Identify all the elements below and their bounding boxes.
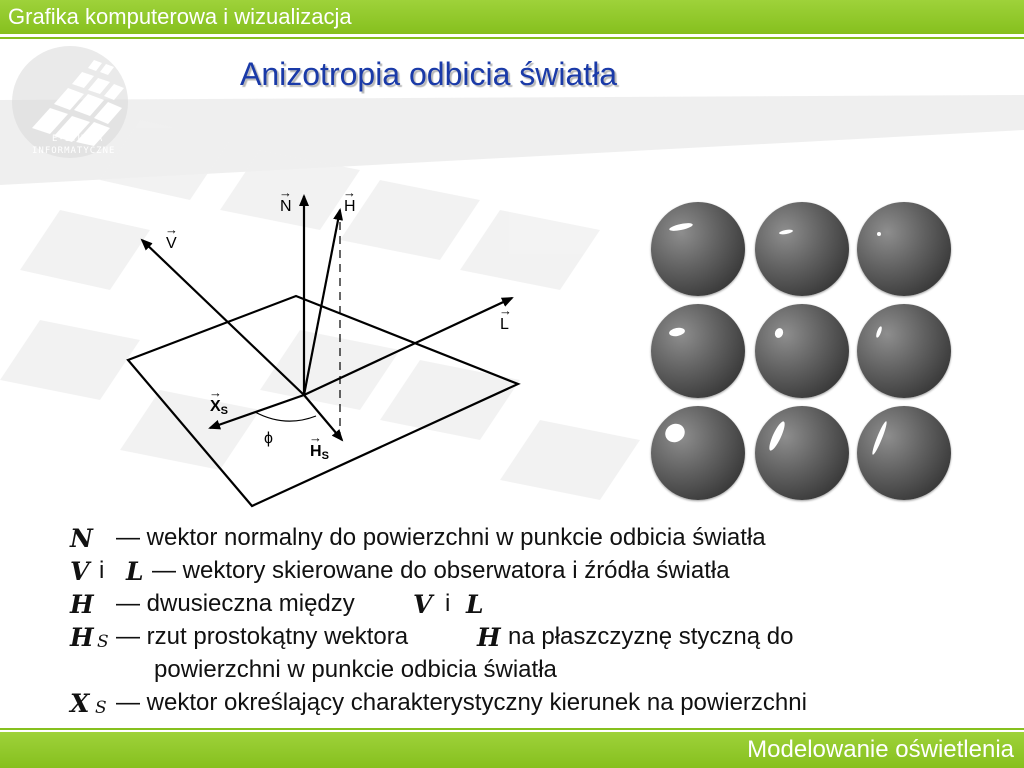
sphere-r3c2: [755, 406, 849, 500]
logo-text-line2: INFORMATYCZNE: [32, 146, 116, 156]
def-xs-subscript: S: [95, 698, 107, 718]
def-hs-text1: — rzut prostokątny wektora: [116, 623, 409, 650]
sphere-r1c1: [651, 202, 745, 296]
def-hs-subscript: S: [97, 632, 109, 652]
slide-title: Anizotropia odbicia światła: [240, 56, 618, 92]
sphere-r3c1: [651, 406, 745, 500]
sphere-r1c2: [755, 202, 849, 296]
vector-v: [142, 240, 304, 395]
label-xs: [210, 398, 228, 417]
def-v-symbol: V: [70, 557, 90, 586]
def-xs-symbol: X: [70, 689, 90, 718]
def-hs-symbol: H: [70, 623, 94, 652]
def-xs-text: — wektor określający charakterystyczny kierunek na powierzchni: [116, 689, 807, 716]
sphere-r2c1: [651, 304, 745, 398]
label-l: → L: [500, 316, 509, 334]
def-h-and: i: [445, 590, 451, 617]
sphere-r2c2: [755, 304, 849, 398]
definition-n: [70, 524, 970, 557]
def-h-v-symbol: V: [413, 590, 433, 619]
bottom-bar: [0, 732, 1024, 768]
def-v-l-and: i: [99, 557, 105, 584]
definition-hs-continued: [70, 656, 970, 689]
vector-h: [304, 210, 340, 395]
def-hs-h-symbol: H: [477, 623, 501, 652]
section-title: Modelowanie oświetlenia: [747, 736, 1014, 763]
label-xs-sub: S: [220, 405, 229, 417]
angle-arc-phi: [255, 412, 316, 421]
label-n: → N: [280, 198, 292, 216]
def-h-l-symbol: L: [466, 590, 484, 619]
def-l-symbol: L: [126, 557, 144, 586]
definition-xs: [70, 689, 970, 722]
course-title: Grafika komputerowa i wizualizacja: [8, 4, 352, 29]
definition-hs: [70, 623, 970, 656]
sphere-r1c3: [857, 202, 951, 296]
sphere-r3c3: [857, 406, 951, 500]
def-h-symbol: H: [70, 590, 94, 619]
def-h-text: — dwusieczna między: [116, 590, 355, 617]
label-phi: ϕ: [264, 430, 273, 447]
definitions-list: [70, 524, 970, 722]
sphere-grid: [645, 198, 955, 500]
label-xs-main: X: [210, 398, 221, 415]
def-n-symbol: N: [70, 524, 93, 553]
logo-text-line1: E-STUDIA: [52, 134, 104, 144]
def-n-text: — wektor normalny do powierzchni w punkcie odbicia światła: [116, 524, 766, 551]
sphere-r2c3: [857, 304, 951, 398]
def-hs-text2: na płaszczyznę styczną do: [508, 623, 794, 650]
tangent-plane: [128, 296, 518, 506]
label-hs-sub: S: [321, 450, 329, 462]
label-h: → H: [344, 198, 356, 216]
bottom-divider: [0, 728, 1024, 730]
label-hs-main: H: [310, 443, 322, 460]
definition-h: [70, 590, 970, 623]
label-v: → V: [166, 235, 177, 253]
def-v-l-text: — wektory skierowane do obserwatora i źródła światła: [152, 557, 730, 584]
def-hs-text3: powierzchni w punkcie odbicia światła: [154, 656, 557, 683]
definition-v-l: [70, 557, 970, 590]
label-hs: [310, 443, 329, 462]
